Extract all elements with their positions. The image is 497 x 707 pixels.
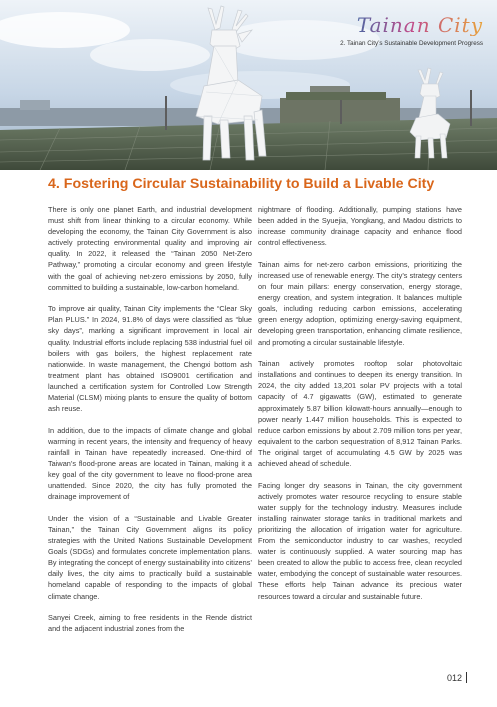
chapter-subtitle: 2. Tainan City’s Sustainable Development Progress — [340, 40, 483, 47]
page-number-text: 012 — [446, 672, 462, 683]
paragraph: There is only one planet Earth, and industrial development must shift from linear thinking to a circular economy. While developing the economy, the Tainan City Government is also actively protecting environmental quality and improving air quality. In 2022, it released the “Tainan 2050 Net-Zero Pathway,” promoting a circular economy and green lifestyle with the goal of achieving net-zero emissions by 2050, fully committed to building a sustainable, low-carbon homeland. — [48, 205, 252, 292]
right-column — [258, 204, 462, 612]
section-title: 4. Fostering Circular Sustainability to Build a Livable City — [48, 176, 435, 192]
paragraph: To improve air quality, Tainan City implements the “Clear Sky Plan PLUS.” In 2024, 91.8% of days were classified as “blue sky days”, marking a significant improvement in local air quality. Industrial efforts include replacing 538 industrial fuel oil boilers with gas boilers, the highest replacement rate nationwide. In waste management, the Chengxi bottom ash treatment plant has obtained ISO9001 certification and launched a certification system for Controlled Low Strength Material (CLSM) mixing plants to ensure the quality of bottom ash reuse. — [48, 304, 252, 414]
page-number-divider — [466, 672, 467, 683]
paragraph: Tainan actively promotes rooftop solar photovoltaic installations and continues to deepen its energy transition. In 2024, the city added 13,201 solar PV projects with a total capacity of 4.7 gigawatts (GW), estimated to generate approximately 5.87 billion kilowatt-hours annually—enough to power nearly 1.447 million households. This is expected to reduce carbon emissions by about 2.709 million tons per year, equivalent to the carbon sequestration of 8,912 Tainan Parks. The original target of accumulating 4.5 GW by 2025 was achieved ahead of schedule. — [258, 359, 462, 468]
paragraph: nightmare of flooding. Additionally, pumping stations have been added in the Syuejia, Yongkang, and Madou districts to increase community drainage capacity and enhance flood control effectiveness. — [258, 205, 462, 248]
brand-logo-text: Tainan City — [340, 14, 483, 36]
paragraph: In addition, due to the impacts of climate change and global warming in recent years, the intensity and frequency of heavy rainfall in Tainan have repeatedly increased. One-third of Taiwan’s flood-prone areas are located in Tainan, making it a key goal of the city government to leave no flood-prone area unattended. Since 2020, the city has fully promoted the drainage improvement of — [48, 425, 252, 502]
paragraph: Sanyei Creek, aiming to free residents in the Rende district and the adjacent industrial zones from the — [48, 613, 252, 634]
page-number — [447, 672, 467, 683]
hero-image — [0, 0, 497, 170]
paragraph: Tainan aims for net-zero carbon emissions, prioritizing the increased use of renewable energy. The city’s strategy centers on four main pillars: energy conservation, energy storage, energy creation, and system integration. It balances multiple goals, including reducing carbon emissions, accelerating green energy adoption, optimizing energy-saving equipment, developing green transportation, enhancing climate resilience, and promoting a circular sustainable lifestyle. — [258, 259, 462, 347]
paragraph: Under the vision of a “Sustainable and Livable Greater Tainan,” the Tainan City Government aligns its policy strategies with the United Nations Sustainable Development Goals (SDGs) and formulates concrete implementation plans. By integrating the concept of energy sustainability into citizens’ daily lives, the city aims to practically build a sustainable homeland capable of responding to the impacts of global climate change. — [48, 513, 252, 601]
paragraph: Facing longer dry seasons in Tainan, the city government actively promotes water resource recycling to ensure stable water supply for the technology industry. Measures include installing rainwater storage tanks in traditional markets and prioritizing the allocation of irrigation water for agriculture. From the semiconductor industry to car washes, recycled water is continuously supplied. A water sourcing map has been created to allow the public to access free, clean recycled water, embodying the concept of sustainable water resources. These efforts help Tainan advance its precious water resources toward a circular and sustainable future. — [258, 480, 462, 601]
left-column — [48, 204, 252, 645]
city-brand — [340, 14, 483, 47]
